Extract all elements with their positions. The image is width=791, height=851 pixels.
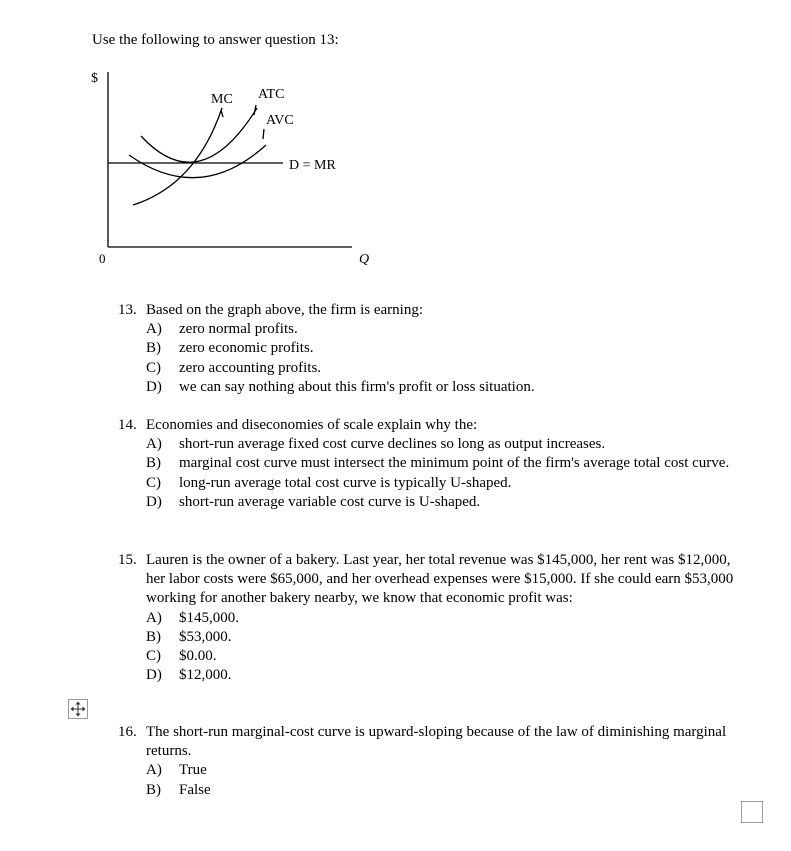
option-text: zero economic profits.	[179, 340, 314, 357]
answer-option	[118, 761, 738, 780]
option-letter: B)	[146, 340, 161, 357]
answer-option	[118, 339, 738, 358]
mc-label-leader	[221, 110, 223, 117]
answer-option	[118, 647, 738, 666]
answer-option	[118, 609, 738, 628]
atc-curve	[141, 108, 257, 162]
question-number: 13.	[118, 302, 137, 318]
move-handle[interactable]	[68, 699, 88, 719]
option-text: short-run average variable cost curve is U-shaped.	[179, 493, 481, 510]
option-text: long-run average total cost curve is typically U-shaped.	[179, 474, 512, 491]
avc-label-leader	[263, 129, 264, 139]
question-number: 15.	[118, 552, 137, 568]
answer-option	[118, 435, 738, 454]
option-letter: A)	[146, 762, 162, 779]
option-letter: D)	[146, 378, 162, 395]
answer-option	[118, 666, 738, 685]
resize-handle[interactable]	[741, 801, 763, 823]
question-14	[118, 416, 738, 512]
option-text: zero normal profits.	[179, 321, 298, 338]
move-arrows-icon	[70, 701, 86, 717]
question-text: Lauren is the owner of a bakery. Last year, her total revenue was $145,000, her rent was $12,000, her labor costs were $65,000, and her overhead expenses were $15,000. If she could earn $53,000 working for another bakery nearby, we know that economic profit was:	[146, 552, 734, 607]
option-text: we can say nothing about this firm's profit or loss situation.	[179, 378, 535, 395]
mc-label: MC	[211, 92, 233, 107]
question-13	[118, 301, 738, 397]
answer-option	[118, 359, 738, 378]
option-text: zero accounting profits.	[179, 359, 322, 376]
option-text: $145,000.	[179, 609, 239, 626]
mc-curve	[133, 108, 222, 205]
cost-curves-graph	[0, 0, 791, 300]
demand-mr-label: D = MR	[289, 158, 336, 173]
intro-text: Use the following to answer question 13:	[92, 32, 339, 48]
answer-option	[118, 474, 738, 493]
x-axis-label: Q	[359, 252, 370, 267]
answer-option	[118, 628, 738, 647]
answer-option	[118, 320, 738, 339]
option-text: marginal cost curve must intersect the minimum point of the firm's average total cost curve.	[179, 455, 730, 472]
question-text: Economies and diseconomies of scale explain why the:	[146, 417, 478, 433]
answer-option	[118, 493, 738, 512]
option-letter: C)	[146, 474, 161, 491]
answer-option	[118, 378, 738, 397]
question-text: Based on the graph above, the firm is earning:	[146, 302, 424, 318]
option-letter: C)	[146, 648, 161, 665]
option-text: $12,000.	[179, 667, 232, 684]
option-letter: C)	[146, 359, 161, 376]
option-text: short-run average fixed cost curve declines so long as output increases.	[179, 436, 606, 453]
option-text: $53,000.	[179, 628, 232, 645]
atc-label: ATC	[258, 87, 285, 102]
answer-option	[118, 454, 738, 473]
origin-label: 0	[99, 251, 106, 266]
option-text: True	[179, 762, 207, 779]
question-15	[118, 551, 738, 685]
option-letter: D)	[146, 493, 162, 510]
option-text: $0.00.	[179, 648, 217, 665]
option-letter: A)	[146, 609, 162, 626]
avc-label: AVC	[266, 113, 294, 128]
answer-option	[118, 781, 738, 800]
option-letter: B)	[146, 781, 161, 798]
option-letter: B)	[146, 455, 161, 472]
option-text: False	[179, 781, 211, 798]
question-number: 16.	[118, 724, 137, 740]
option-letter: A)	[146, 321, 162, 338]
question-16	[118, 723, 738, 800]
y-axis-label: $	[91, 71, 98, 86]
question-number: 14.	[118, 417, 137, 433]
option-letter: A)	[146, 436, 162, 453]
option-letter: D)	[146, 667, 162, 684]
question-text: The short-run marginal-cost curve is upward-sloping because of the law of diminishing marginal returns.	[146, 724, 727, 760]
option-letter: B)	[146, 628, 161, 645]
